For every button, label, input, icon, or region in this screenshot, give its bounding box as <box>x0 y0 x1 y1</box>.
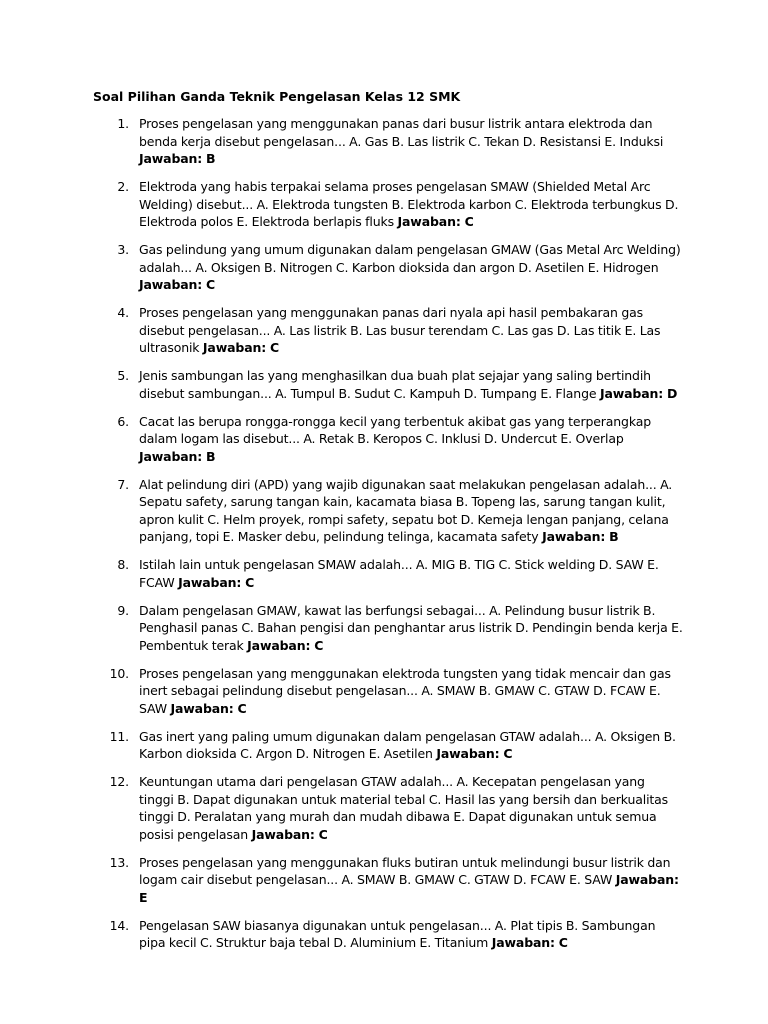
question-answer: Jawaban: C <box>178 574 255 590</box>
question-text: Gas pelindung yang umum digunakan dalam pengelasan GMAW (Gas Metal Arc Welding) adalah... A. Oksigen B. Nitrogen C. Karbon dioksida dan argon D. Asetilen E. Hidrogen <box>139 242 681 275</box>
question-text: Pengelasan SAW biasanya digunakan untuk pengelasan... A. Plat tipis B. Sambungan pipa kecil C. Struktur baja tebal D. Aluminium E. Titanium <box>139 917 656 950</box>
question-answer: Jawaban: D <box>599 385 678 401</box>
question-answer: Jawaban: C <box>251 826 328 842</box>
document-title: Soal Pilihan Ganda Teknik Pengelasan Kelas 12 SMK <box>93 89 461 104</box>
question-text: Gas inert yang paling umum digunakan dalam pengelasan GTAW adalah... A. Oksigen B. Karbon dioksida C. Argon D. Nitrogen E. Asetilen <box>139 728 676 761</box>
question-item <box>93 773 683 843</box>
question-number: 8. <box>117 557 129 572</box>
question-answer: Jawaban: C <box>139 277 216 292</box>
question-answer: Jawaban: E <box>139 872 679 905</box>
question-text: Keuntungan utama dari pengelasan GTAW adalah... A. Kecepatan pengelasan yang tinggi B. Dapat digunakan untuk material tebal C. Hasil las yang bersih dan berkualitas tinggi D. Peralatan yang murah dan mudah dibawa E. Dapat digunakan untuk semua posisi pengelasan <box>139 774 669 842</box>
question-answer: Jawaban: C <box>170 700 247 716</box>
question-answer: Jawaban: B <box>139 151 216 166</box>
question-text: Proses pengelasan yang menggunakan panas dari busur listrik antara elektroda dan benda kerja disebut pengelasan... A. Gas B. Las listrik C. Tekan D. Resistansi E. Induksi <box>139 116 664 149</box>
question-number: 10. <box>109 665 129 681</box>
question-item <box>93 413 683 466</box>
question-number: 11. <box>109 728 129 744</box>
question-text: Elektroda yang habis terpakai selama proses pengelasan SMAW (Shielded Metal Arc Welding) disebut... A. Elektroda tungsten B. Elektroda karbon C. Elektroda terbungkus D. Elektroda polos E. Elektroda berlapis fluks <box>139 179 679 229</box>
question-answer: Jawaban: C <box>397 214 474 229</box>
question-answer: Jawaban: C <box>436 746 513 761</box>
question-item <box>93 304 683 357</box>
question-item <box>93 728 683 763</box>
question-text: Proses pengelasan yang menggunakan panas dari nyala api hasil pembakaran gas disebut pengelasan... A. Las listrik B. Las busur terendam C. Las gas D. Las titik E. Las ultrasonik <box>139 305 661 355</box>
question-number: 4. <box>117 305 129 320</box>
question-number: 1. <box>117 116 129 131</box>
question-number: 14. <box>109 917 129 933</box>
question-item <box>93 854 683 907</box>
question-item <box>93 917 683 952</box>
question-answer: Jawaban: B <box>139 448 216 464</box>
question-number: 7. <box>117 476 129 492</box>
question-item <box>93 476 683 546</box>
question-text: Cacat las berupa rongga-rongga kecil yang terbentuk akibat gas yang terperangkap dalam logam las disebut... A. Retak B. Keropos C. Inklusi D. Undercut E. Overlap <box>139 413 651 446</box>
question-number: 3. <box>117 242 129 257</box>
question-answer: Jawaban: C <box>202 340 279 355</box>
question-number: 2. <box>117 179 129 194</box>
question-item <box>93 178 683 231</box>
question-number: 6. <box>117 413 129 429</box>
question-answer: Jawaban: B <box>542 529 619 544</box>
question-item <box>93 556 683 591</box>
question-item <box>93 665 683 718</box>
question-text: Istilah lain untuk pengelasan SMAW adalah... A. MIG B. TIG C. Stick welding D. SAW E. FCAW <box>139 557 659 590</box>
question-list <box>93 115 683 962</box>
question-text: Alat pelindung diri (APD) yang wajib digunakan saat melakukan pengelasan adalah... A. Sepatu safety, sarung tangan kain, kacamata biasa B. Topeng las, sarung tangan kulit, apron kulit C. Helm proyek, rompi safety, sepatu bot D. Kemeja lengan panjang, celana panjang, topi E. Masker debu, pelindung telinga, kacamata safety <box>139 476 673 544</box>
question-number: 9. <box>117 602 129 618</box>
question-item <box>93 241 683 294</box>
question-number: 5. <box>117 368 129 383</box>
question-text: Proses pengelasan yang menggunakan fluks butiran untuk melindungi busur listrik dan logam cair disebut pengelasan... A. SMAW B. GMAW C. GTAW D. FCAW E. SAW <box>139 854 671 887</box>
question-text: Jenis sambungan las yang menghasilkan dua buah plat sejajar yang saling bertindih disebut sambungan... A. Tumpul B. Sudut C. Kampuh D. Tumpang E. Flange <box>139 368 651 401</box>
question-number: 12. <box>109 774 129 789</box>
question-answer: Jawaban: C <box>491 935 568 950</box>
question-number: 13. <box>109 854 129 870</box>
question-text: Dalam pengelasan GMAW, kawat las berfungsi sebagai... A. Pelindung busur listrik B. Penghasil panas C. Bahan pengisi dan penghantar arus listrik D. Pendingin benda kerja E. Pembentuk terak <box>139 602 683 653</box>
question-item <box>93 602 683 655</box>
question-text: Proses pengelasan yang menggunakan elektroda tungsten yang tidak mencair dan gas inert sebagai pelindung disebut pengelasan... A. SMAW B. GMAW C. GTAW D. FCAW E. SAW <box>139 665 671 716</box>
question-answer: Jawaban: C <box>247 637 324 653</box>
question-item <box>93 367 683 402</box>
question-item <box>93 115 683 168</box>
